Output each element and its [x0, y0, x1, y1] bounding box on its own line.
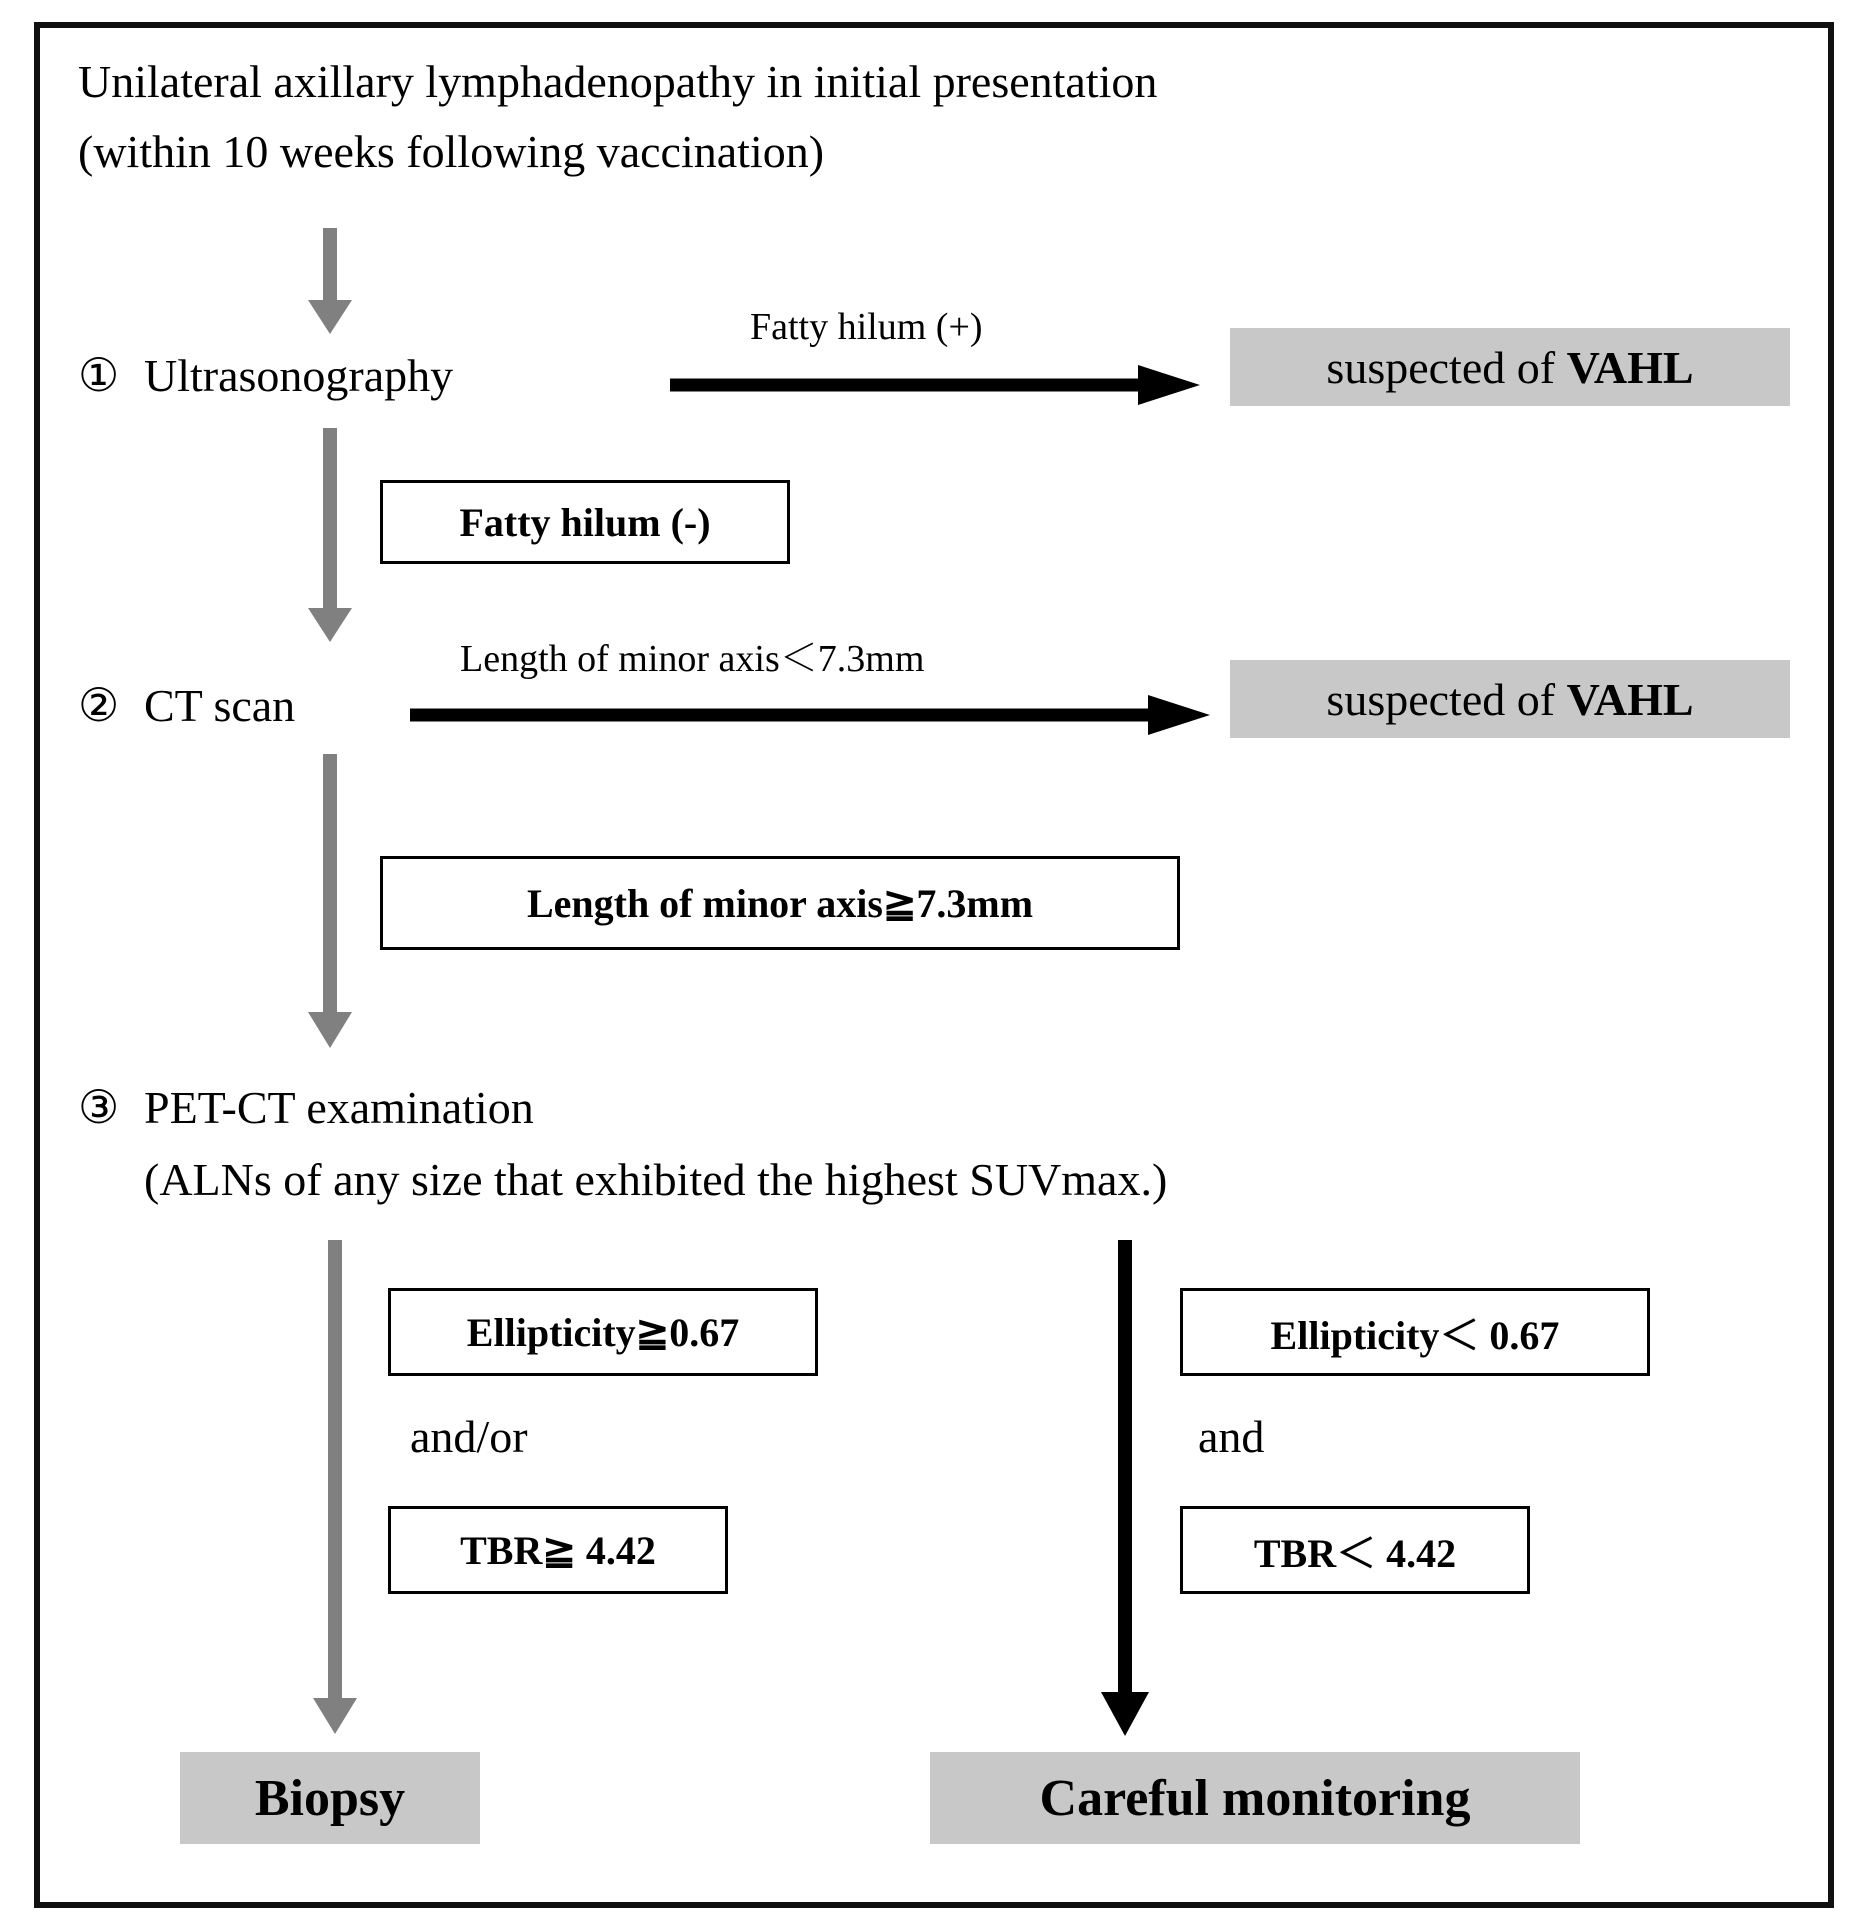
figure-title-line2: (within 10 weeks following vaccination) [78, 126, 825, 177]
arrow-step3-to-monitoring [1095, 1240, 1155, 1740]
step-1-marker: ① [78, 350, 120, 401]
outcome-suspected-vahl-1 [1230, 328, 1790, 406]
outcome-suspected-bold-1: VAHL [1566, 341, 1694, 393]
figure-frame [34, 22, 1834, 1908]
outcome-suspected-vahl-2 [1230, 660, 1790, 738]
outcome-biopsy: Biopsy [180, 1752, 480, 1844]
branch-label-fatty-hilum-positive: Fatty hilum (+) [750, 306, 983, 348]
branch-label-minor-axis-less: Length of minor axis＜7.3mm [460, 638, 925, 680]
arrow-step1-to-step2 [300, 428, 360, 648]
step-1-label: Ultrasonography [144, 350, 454, 401]
outcome-suspected-bold-2: VAHL [1566, 673, 1694, 725]
figure-title-line1: Unilateral axillary lymphadenopathy in initial presentation [78, 56, 1158, 107]
connector-and: and [1198, 1411, 1265, 1462]
arrow-title-to-step1 [300, 228, 360, 338]
step-2-label: CT scan [144, 680, 296, 731]
arrow-step2-to-step3 [300, 754, 360, 1054]
criteria-box-tbr-ge: TBR≧ 4.42 [388, 1506, 728, 1594]
outcome-suspected-prefix-1: suspected of [1326, 341, 1567, 393]
step-2-marker: ② [78, 680, 120, 731]
criteria-box-tbr-lt: TBR＜ 4.42 [1180, 1506, 1530, 1594]
criteria-box-minor-axis-greater-equal: Length of minor axis≧7.3mm [380, 856, 1180, 950]
step-3-label: PET-CT examination [144, 1082, 534, 1133]
outcome-careful-monitoring: Careful monitoring [930, 1752, 1580, 1844]
criteria-box-fatty-hilum-negative: Fatty hilum (-) [380, 480, 790, 564]
criteria-box-ellipticity-lt: Ellipticity＜ 0.67 [1180, 1288, 1650, 1376]
step-3-marker: ③ [78, 1082, 120, 1133]
arrow-step1-to-suspected [670, 360, 1210, 410]
step-3-sublabel: (ALNs of any size that exhibited the highest SUVmax.) [144, 1154, 1168, 1205]
outcome-suspected-prefix-2: suspected of [1326, 673, 1567, 725]
arrow-step3-to-biopsy [305, 1240, 365, 1740]
connector-and-or: and/or [410, 1411, 528, 1462]
arrow-step2-to-suspected [410, 690, 1220, 740]
criteria-box-ellipticity-ge: Ellipticity≧0.67 [388, 1288, 818, 1376]
